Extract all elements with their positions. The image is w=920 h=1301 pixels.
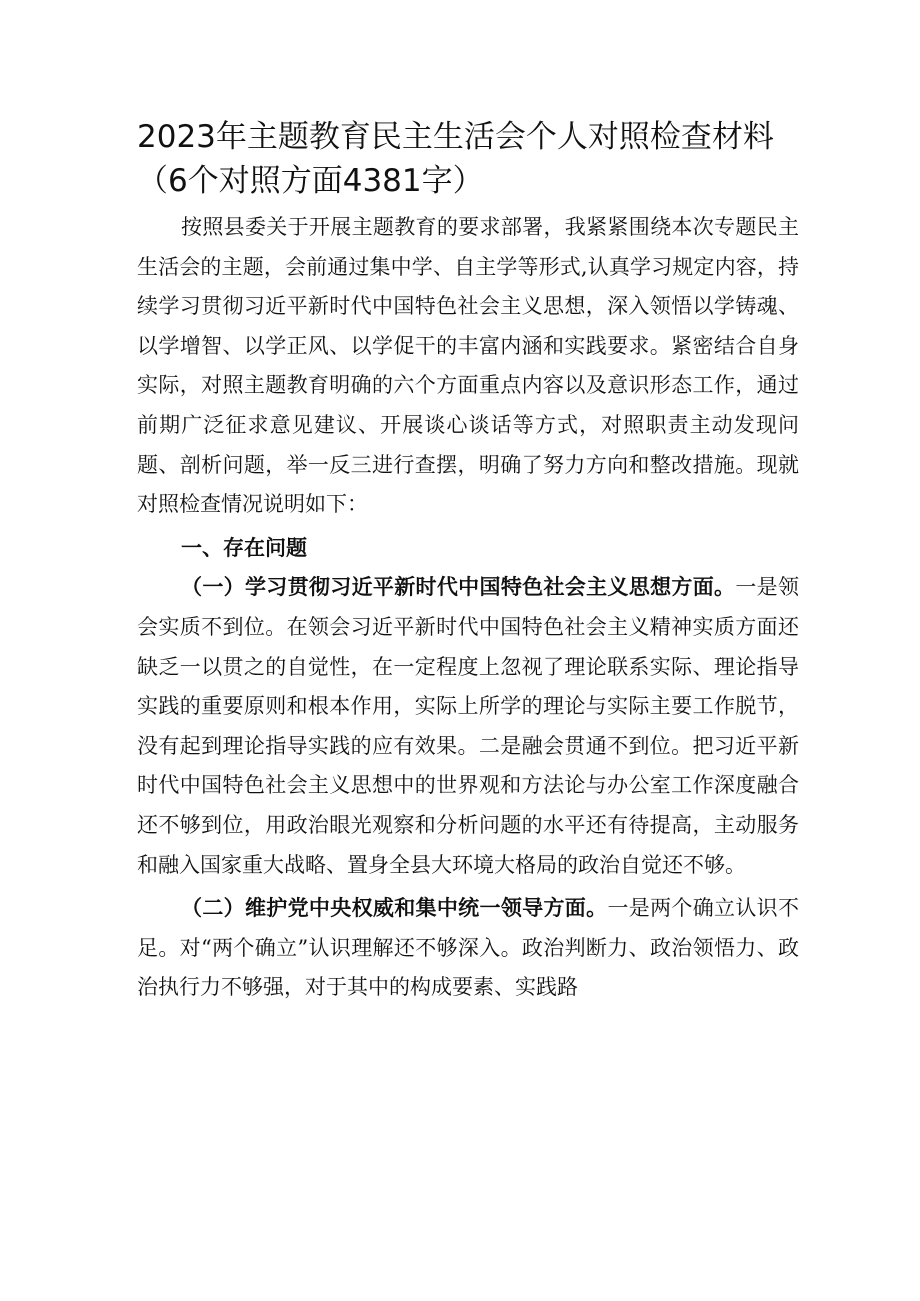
subsection-2-text: 一是两个确立认识不足。对“两个确立”认识理解还不够深入。政治判断力、政治领悟力、政治执行力不够强，对于其中的构成要素、实践路	[137, 896, 800, 1000]
subsection-1-heading: （一）学习贯彻习近平新时代中国特色社会主义思想方面。	[181, 575, 736, 600]
document-body	[137, 208, 799, 1008]
subsection-2-paragraph	[137, 889, 799, 1008]
subsection-1-paragraph	[137, 568, 799, 885]
subsection-1-text: 一是领会实质不到位。在领会习近平新时代中国特色社会主义精神实质方面还缺乏一以贯之的自觉性，在一定程度上忽视了理论联系实际、理论指导实践的重要原则和根本作用，实际上所学的理论与实际主要工作脱节，没有起到理论指导实践的应有效果。二是融会贯通不到位。把习近平新时代中国特色社会主义思想中的世界观和方法论与办公室工作深度融合还不够到位，用政治眼光观察和分析问题的水平还有待提高，主动服务和融入国家重大战略、置身全县大环境大格局的政治自觉还不够。	[137, 575, 800, 877]
intro-paragraph: 按照县委关于开展主题教育的要求部署，我紧紧围绕本次专题民主生活会的主题，会前通过集中学、自主学等形式,认真学习规定内容，持续学习贯彻习近平新时代中国特色社会主义思想，深入领悟以学铸魂、以学增智、以学正风、以学促干的丰富内涵和实践要求。紧密结合自身实际，对照主题教育明确的六个方面重点内容以及意识形态工作，通过前期广泛征求意见建议、开展谈心谈话等方式，对照职责主动发现问题、剖析问题，举一反三进行查摆，明确了努力方向和整改措施。现就对照检查情况说明如下：	[137, 215, 799, 517]
section-heading-problems: 一、存在问题	[181, 535, 307, 560]
subsection-2-heading: （二）维护党中央权威和集中统一领导方面。	[181, 896, 608, 921]
document-title: 2023年主题教育民主生活会个人对照检查材料（6个对照方面4381字）	[137, 119, 774, 199]
